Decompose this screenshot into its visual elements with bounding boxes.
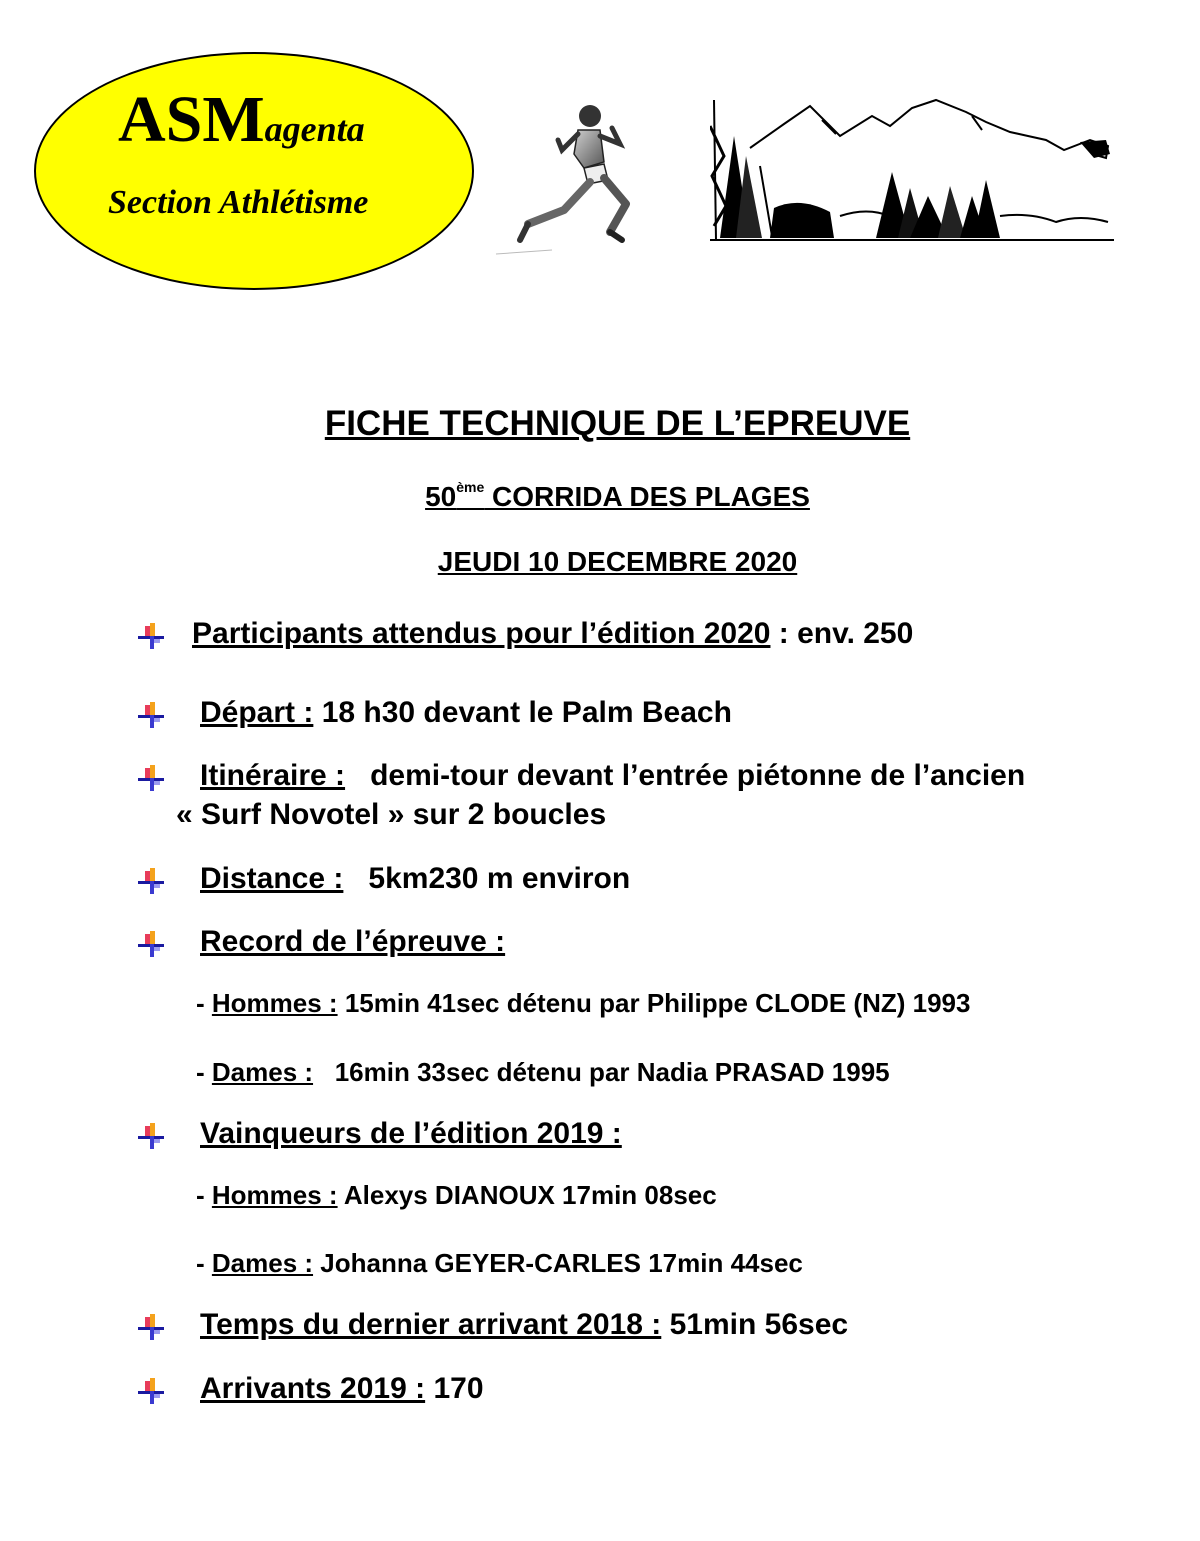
record-label: Record de l’épreuve : xyxy=(200,925,506,958)
bullet-icon xyxy=(138,623,164,649)
logo-title-small: agenta xyxy=(264,109,365,149)
item-text xyxy=(200,759,1025,793)
dash: - xyxy=(196,988,212,1018)
vainqueurs-dames-label: Dames : xyxy=(211,1248,314,1278)
itineraire-value: demi-tour devant l’entrée piétonne de l’ancien xyxy=(345,759,1026,792)
arrivants-value: 170 xyxy=(425,1372,484,1405)
record-hommes-value: 15min 41sec détenu par Philippe CLODE (NZ) 1993 xyxy=(337,988,971,1018)
bullet-icon xyxy=(138,702,164,728)
bullet-icon xyxy=(138,868,164,894)
logo-title xyxy=(118,82,365,158)
bullet-icon xyxy=(138,1314,164,1340)
vainqueurs-hommes-value: Alexys DIANOUX 17min 08sec xyxy=(337,1180,717,1210)
club-logo xyxy=(34,52,474,290)
vainqueurs-label: Vainqueurs de l’édition 2019 : xyxy=(200,1117,622,1150)
edition-number: 50 xyxy=(425,481,457,512)
bullet-icon xyxy=(138,1123,164,1149)
logo-subtitle: Section Athlétisme xyxy=(108,184,369,221)
bullet-icon xyxy=(138,765,164,791)
vainqueurs-hommes-label: Hommes : xyxy=(211,1180,338,1210)
item-text xyxy=(200,1372,484,1406)
dash: - xyxy=(196,1180,212,1210)
participants-value: : env. 250 xyxy=(770,617,914,650)
vainqueurs-dames-value: Johanna GEYER-CARLES 17min 44sec xyxy=(313,1248,803,1278)
vainqueurs-hommes xyxy=(196,1180,717,1211)
itineraire-continuation: « Surf Novotel » sur 2 boucles xyxy=(176,798,607,831)
distance-value: 5km230 m environ xyxy=(343,862,631,895)
arrivants-label: Arrivants 2019 : xyxy=(200,1372,426,1405)
distance-label: Distance : xyxy=(200,862,344,895)
participants-label: Participants attendus pour l’édition 2020 xyxy=(192,617,771,650)
item-text xyxy=(200,862,630,896)
item-text xyxy=(200,696,732,730)
event-name: CORRIDA DES PLAGES xyxy=(484,481,810,512)
record-dames xyxy=(196,1057,890,1088)
item-text xyxy=(200,1308,848,1342)
itineraire-label: Itinéraire : xyxy=(200,759,346,792)
depart-label: Départ : xyxy=(200,696,314,729)
event-date: JEUDI 10 DECEMBRE 2020 xyxy=(437,546,798,577)
record-dames-label: Dames : xyxy=(211,1057,314,1087)
item-text xyxy=(200,925,505,959)
edition-suffix: ème xyxy=(456,479,485,495)
item-text xyxy=(200,1117,622,1151)
bullet-icon xyxy=(138,931,164,957)
dernier-label: Temps du dernier arrivant 2018 : xyxy=(200,1308,662,1341)
record-hommes xyxy=(196,988,970,1019)
item-text xyxy=(192,617,913,651)
logo-title-big: ASM xyxy=(118,83,265,156)
depart-value: 18 h30 devant le Palm Beach xyxy=(313,696,732,729)
vainqueurs-dames xyxy=(196,1248,803,1279)
event-title xyxy=(0,479,1200,513)
bullet-icon xyxy=(138,1378,164,1404)
runner-icon xyxy=(492,100,652,260)
mountain-landscape-icon xyxy=(710,96,1115,244)
record-dames-value: 16min 33sec détenu par Nadia PRASAD 1995 xyxy=(313,1057,890,1087)
dernier-value: 51min 56sec xyxy=(661,1308,849,1341)
dash: - xyxy=(196,1057,212,1087)
page-title: FICHE TECHNIQUE DE L’EPREUVE xyxy=(324,404,911,443)
dash: - xyxy=(196,1248,212,1278)
record-hommes-label: Hommes : xyxy=(211,988,338,1018)
